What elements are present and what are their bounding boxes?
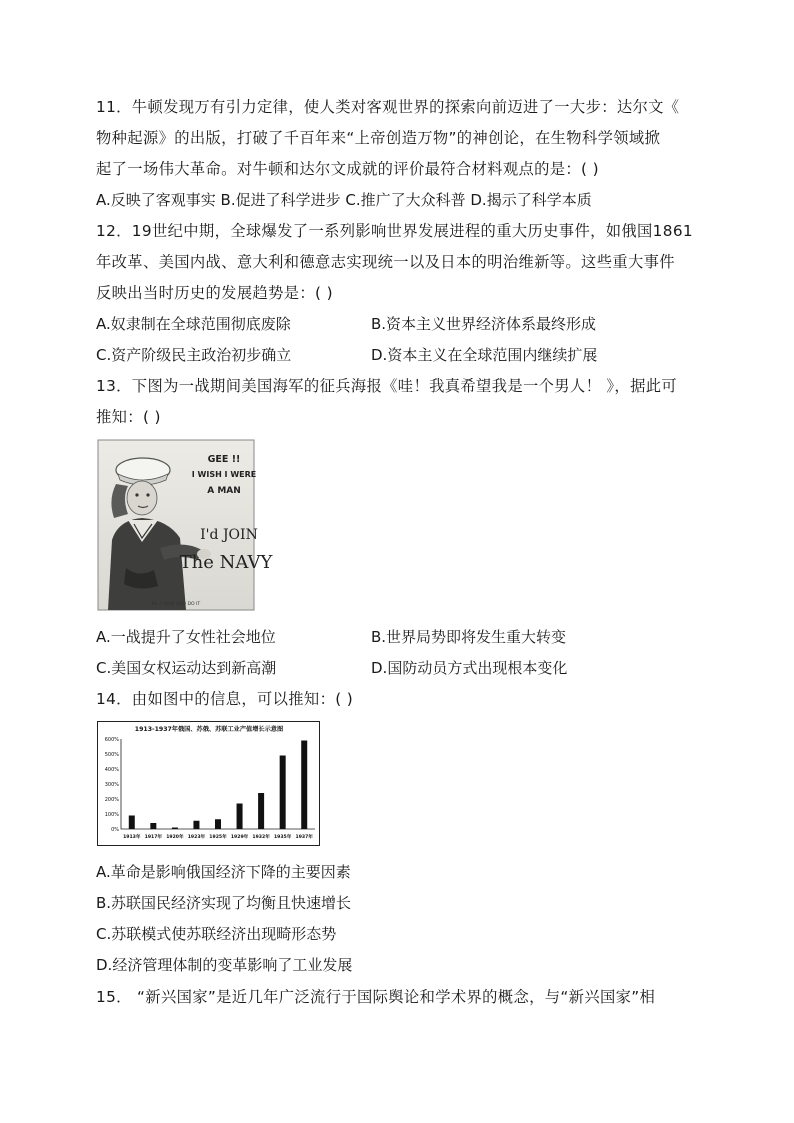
q11-line-2: 物种起源》的出版，打破了千百年来“上帝创造万物”的神创论，在生物科学领域掀 (96, 129, 661, 147)
q12-option-b: B.资本主义世界经济体系最终形成 (371, 315, 597, 333)
q14-option-b: B.苏联国民经济实现了均衡且快速增长 (96, 894, 352, 912)
y-tick-label: 500% (104, 752, 119, 758)
q12-line-3: 反映出当时历史的发展趋势是：( ) (96, 284, 333, 302)
poster-text-wish: I WISH I WERE (191, 470, 257, 479)
x-tick-label: 1925年 (209, 835, 227, 840)
y-tick-label: 300% (104, 782, 119, 788)
bar-1925年 (215, 819, 221, 829)
bar-1932年 (258, 793, 264, 829)
q13-line-2: 推知：( ) (96, 408, 161, 426)
x-tick-label: 1913年 (123, 835, 141, 840)
q11-line-3: 起了一场伟大革命。对牛顿和达尔文成就的评价最符合材料观点的是：( ) (96, 160, 599, 178)
q14-option-a: A.革命是影响俄国经济下降的主要因素 (96, 863, 351, 881)
bar-1937年 (301, 741, 307, 830)
q12-option-a: A.奴隶制在全球范围彻底废除 (96, 315, 291, 333)
x-tick-label: 1917年 (144, 835, 163, 840)
x-tick-label: 1920年 (166, 835, 184, 840)
q14-option-c: C.苏联模式使苏联经济出现畸形态势 (96, 925, 337, 943)
q13-option-b: B.世界局势即将发生重大转变 (371, 628, 567, 646)
chart-title: 1913-1937年俄国、苏俄、苏联工业产值增长示意图 (134, 726, 284, 733)
bar-1929年 (237, 804, 243, 830)
q12-line-2: 年改革、美国内战、意大利和德意志实现统一以及日本的明治维新等。这些重大事件 (96, 253, 675, 271)
y-tick-label: 100% (104, 812, 119, 818)
q13-option-d: D.国防动员方式出现根本变化 (371, 659, 568, 677)
x-tick-label: 1923年 (187, 835, 206, 840)
x-tick-label: 1935年 (273, 835, 292, 840)
bar-1917年 (150, 823, 156, 829)
q14-line: 14．由如图中的信息，可以推知：( ) (96, 690, 354, 708)
x-tick-label: 1932年 (252, 835, 270, 840)
bar-1923年 (193, 821, 199, 829)
q12-option-c: C.资产阶级民主政治初步确立 (96, 346, 292, 364)
y-tick-label: 600% (104, 737, 119, 743)
y-tick-label: 400% (104, 767, 119, 773)
poster-text-slogan: BE A MAN AND DO IT (151, 602, 201, 607)
q13-option-c: C.美国女权运动达到新高潮 (96, 659, 277, 677)
bar-1913年 (129, 816, 135, 830)
industrial-output-bar-chart (97, 721, 320, 846)
q15-line: 15． “新兴国家”是近几年广泛流行于国际舆论和学术界的概念，与“新兴国家”相 (96, 988, 656, 1006)
q13-option-a: A.一战提升了女性社会地位 (96, 628, 276, 646)
navy-recruitment-poster (98, 440, 273, 610)
poster-text-gee: GEE !! (207, 454, 241, 465)
q11-line-1: 11．牛顿发现万有引力定律，使人类对客观世界的探索向前迈进了一大步：达尔文《 (96, 98, 680, 116)
x-tick-label: 1929年 (230, 835, 249, 840)
x-tick-label: 1937年 (295, 835, 313, 840)
bar-1935年 (280, 756, 286, 830)
y-tick-label: 200% (104, 797, 119, 803)
poster-text-join: I'd JOIN (200, 527, 258, 543)
poster-text-navy: The NAVY (179, 552, 273, 573)
q12-option-d: D.资本主义在全球范围内继续扩展 (371, 346, 598, 364)
q14-option-d: D.经济管理体制的变革影响了工业发展 (96, 956, 353, 974)
bar-1920年 (172, 828, 178, 830)
poster-text-man: A MAN (207, 486, 241, 496)
y-tick-label: 0% (111, 827, 119, 833)
q11-options: A.反映了客观事实 B.促进了科学进步 C.推广了大众科普 D.揭示了科学本质 (96, 191, 592, 209)
q13-line-1: 13．下图为一战期间美国海军的征兵海报《哇！我真希望我是一个男人！ 》，据此可 (96, 377, 678, 395)
q12-line-1: 12．19世纪中期，全球爆发了一系列影响世界发展进程的重大历史事件，如俄国1861 (96, 222, 694, 240)
